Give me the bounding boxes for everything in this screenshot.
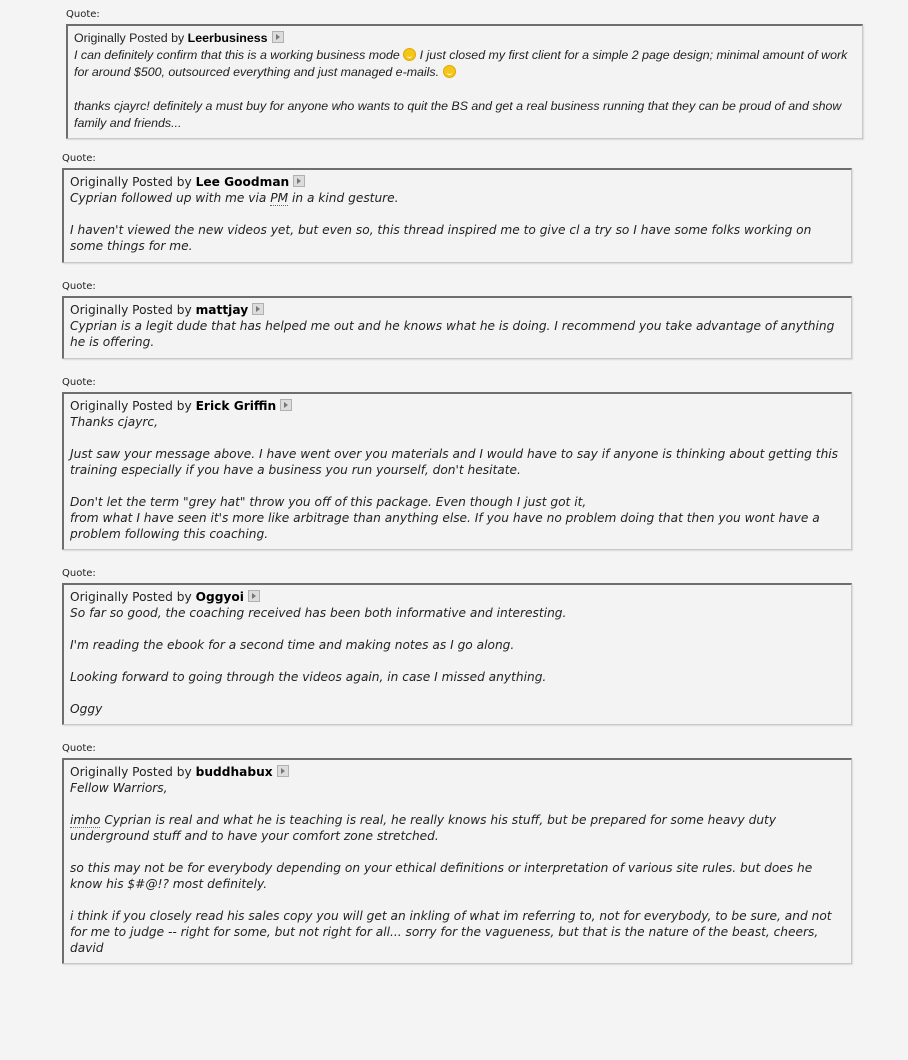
quote-paragraph: i think if you closely read his sales copy you will get an inkling of what im referring to, not for everybody, to be sure, and not for me to judge -- right for some, but not right for all... sorry for the vagueness, but that is the nature of the beast, cheers, david [70,909,832,955]
view-post-icon[interactable] [252,303,264,315]
quote-author: Oggyoi [195,590,244,604]
quote-author: mattjay [195,303,249,317]
quote-box [62,392,852,550]
quote-block [62,568,852,725]
quote-paragraph: So far so good, the coaching received has been both informative and interesting. [70,606,567,620]
quote-paragraph [70,190,843,206]
quote-text: I can definitely confirm that this is a working business mode [74,48,400,62]
quote-header [70,589,843,605]
view-post-icon[interactable] [248,590,260,602]
quote-block [62,743,852,964]
quote-author: Lee Goodman [195,175,290,189]
quote-block [66,9,863,139]
quote-paragraph [70,812,843,844]
quote-label: Quote: [62,281,96,292]
quote-author: Erick Griffin [195,399,277,413]
quote-paragraph: from what I have seen it's more like arbitrage than anything else. If you have no problem doing that then you wont have a problem following this coaching. [70,511,820,541]
quote-label: Quote: [66,9,100,20]
originally-posted-by-label: Originally Posted by [70,303,192,317]
view-post-icon[interactable] [293,175,305,187]
view-post-icon[interactable] [277,765,289,777]
quote-text: Cyprian followed up with me via [70,191,271,205]
quote-paragraph: I haven't viewed the new videos yet, but even so, this thread inspired me to give cl a try so I have some folks working on some things for me. [70,223,812,253]
quote-paragraph: Thanks cjayrc, [70,415,158,429]
quote-paragraph: thanks cjayrc! definitely a must buy for anyone who wants to quit the BS and get a real business running that they can be proud of and show family and friends... [74,99,842,130]
quote-block [62,153,852,263]
quote-text: in a kind gesture. [288,191,399,205]
quote-paragraph: I'm reading the ebook for a second time and making notes as I go along. [70,638,515,652]
smiley-icon [403,48,416,61]
view-post-icon[interactable] [280,399,292,411]
quote-paragraph [74,47,854,81]
quote-box [62,296,852,359]
originally-posted-by-label: Originally Posted by [74,31,185,45]
quote-header [70,302,843,318]
quote-label: Quote: [62,568,96,579]
quote-paragraph: Looking forward to going through the videos again, in case I missed anything. [70,670,547,684]
quote-paragraph: Fellow Warriors, [70,781,168,795]
quote-text: Cyprian is real and what he is teaching is real, he really knows his stuff, but be prepared for some heavy duty underground stuff and to have your comfort zone stretched. [70,813,777,843]
quote-paragraph: so this may not be for everybody depending on your ethical definitions or interpretation of various site rules. but does he know his $#@!? most definitely. [70,861,813,891]
quote-header [70,174,843,190]
quote-paragraph: Don't let the term "grey hat" throw you off of this package. Even though I just got it, [70,495,587,509]
view-post-icon[interactable] [272,31,284,43]
quote-author: Leerbusiness [187,31,268,45]
quote-author: buddhabux [195,765,273,779]
quote-label: Quote: [62,153,96,164]
originally-posted-by-label: Originally Posted by [70,175,192,189]
quote-box [62,758,852,964]
originally-posted-by-label: Originally Posted by [70,765,192,779]
abbreviation-imho[interactable]: imho [70,813,101,827]
quote-box [66,24,863,139]
quote-header [70,398,843,414]
quote-label: Quote: [62,377,96,388]
originally-posted-by-label: Originally Posted by [70,399,192,413]
quote-box [62,168,852,263]
quote-box [62,583,852,725]
quote-block [62,377,852,550]
quote-paragraph: Just saw your message above. I have went over you materials and I would have to say if anyone is thinking about getting this training especially if you have a business you run yourself, don't hesitate. [70,447,839,477]
quote-header [74,30,854,47]
quote-paragraph: Oggy [70,702,103,716]
quote-header [70,764,843,780]
abbreviation-pm[interactable]: PM [270,191,289,205]
originally-posted-by-label: Originally Posted by [70,590,192,604]
quote-block [62,281,852,359]
smiley-icon [443,65,456,78]
quote-text: I just closed my first client for a simple 2 page design; minimal amount of work for around $500, outsourced everything and just managed e-mails. [74,48,848,79]
quote-paragraph: Cyprian is a legit dude that has helped me out and he knows what he is doing. I recommend you take advantage of anything he is offering. [70,319,835,349]
quote-label: Quote: [62,743,96,754]
